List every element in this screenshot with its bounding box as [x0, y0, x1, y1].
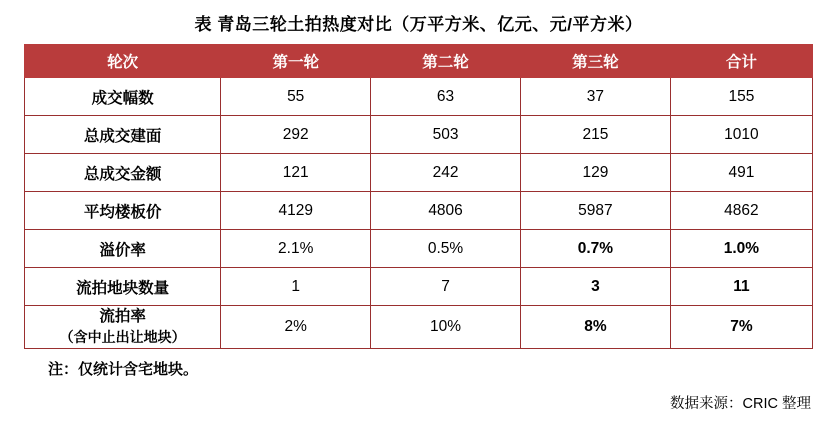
cell-round-2: 503: [371, 116, 521, 154]
table-row: [25, 192, 813, 230]
cell-round-1: 2%: [221, 306, 371, 349]
table-row: [25, 116, 813, 154]
cell-round-1: 1: [221, 268, 371, 306]
row-label: 成交幅数: [25, 78, 221, 116]
cell-round-2: 63: [371, 78, 521, 116]
cell-round-3: 3: [520, 268, 670, 306]
cell-round-2: 0.5%: [371, 230, 521, 268]
cell-round-3: 215: [520, 116, 670, 154]
row-label: 总成交金额: [25, 154, 221, 192]
data-source: 数据来源：CRIC 整理: [670, 396, 811, 412]
cell-total: 1.0%: [670, 230, 812, 268]
cell-total: 155: [670, 78, 812, 116]
cell-total: 4862: [670, 192, 812, 230]
cell-round-1: 2.1%: [221, 230, 371, 268]
row-label-main: 流拍率: [99, 308, 146, 325]
table-body: [25, 78, 813, 349]
cell-total: 7%: [670, 306, 812, 349]
cell-round-1: 55: [221, 78, 371, 116]
column-header-round: 轮次: [25, 45, 221, 78]
column-header-total: 合计: [670, 45, 812, 78]
cell-round-2: 10%: [371, 306, 521, 349]
table-row: [25, 78, 813, 116]
cell-total: 11: [670, 268, 812, 306]
page-title: 表 青岛三轮土拍热度对比（万平方米、亿元、元/平方米）: [194, 15, 643, 34]
cell-round-2: 242: [371, 154, 521, 192]
comparison-table: [24, 44, 813, 349]
column-header-round-1: 第一轮: [221, 45, 371, 78]
row-label: 总成交建面: [25, 116, 221, 154]
cell-round-1: 292: [221, 116, 371, 154]
table-header-row: [25, 45, 813, 78]
row-label: [25, 306, 221, 349]
row-label: 溢价率: [25, 230, 221, 268]
table-row: [25, 306, 813, 349]
cell-round-3: 0.7%: [520, 230, 670, 268]
table-header: [25, 45, 813, 78]
row-label: 流拍地块数量: [25, 268, 221, 306]
cell-round-3: 8%: [520, 306, 670, 349]
row-label-sub: （含中止出让地块）: [59, 328, 186, 345]
cell-round-2: 4806: [371, 192, 521, 230]
cell-total: 1010: [670, 116, 812, 154]
table-note: 注：仅统计含宅地块。: [48, 360, 199, 378]
table-row: [25, 230, 813, 268]
column-header-round-2: 第二轮: [371, 45, 521, 78]
cell-round-1: 4129: [221, 192, 371, 230]
cell-round-2: 7: [371, 268, 521, 306]
cell-round-3: 5987: [520, 192, 670, 230]
cell-round-1: 121: [221, 154, 371, 192]
table-row: [25, 154, 813, 192]
table-row: [25, 268, 813, 306]
column-header-round-3: 第三轮: [520, 45, 670, 78]
cell-round-3: 37: [520, 78, 670, 116]
cell-round-3: 129: [520, 154, 670, 192]
cell-total: 491: [670, 154, 812, 192]
row-label: 平均楼板价: [25, 192, 221, 230]
